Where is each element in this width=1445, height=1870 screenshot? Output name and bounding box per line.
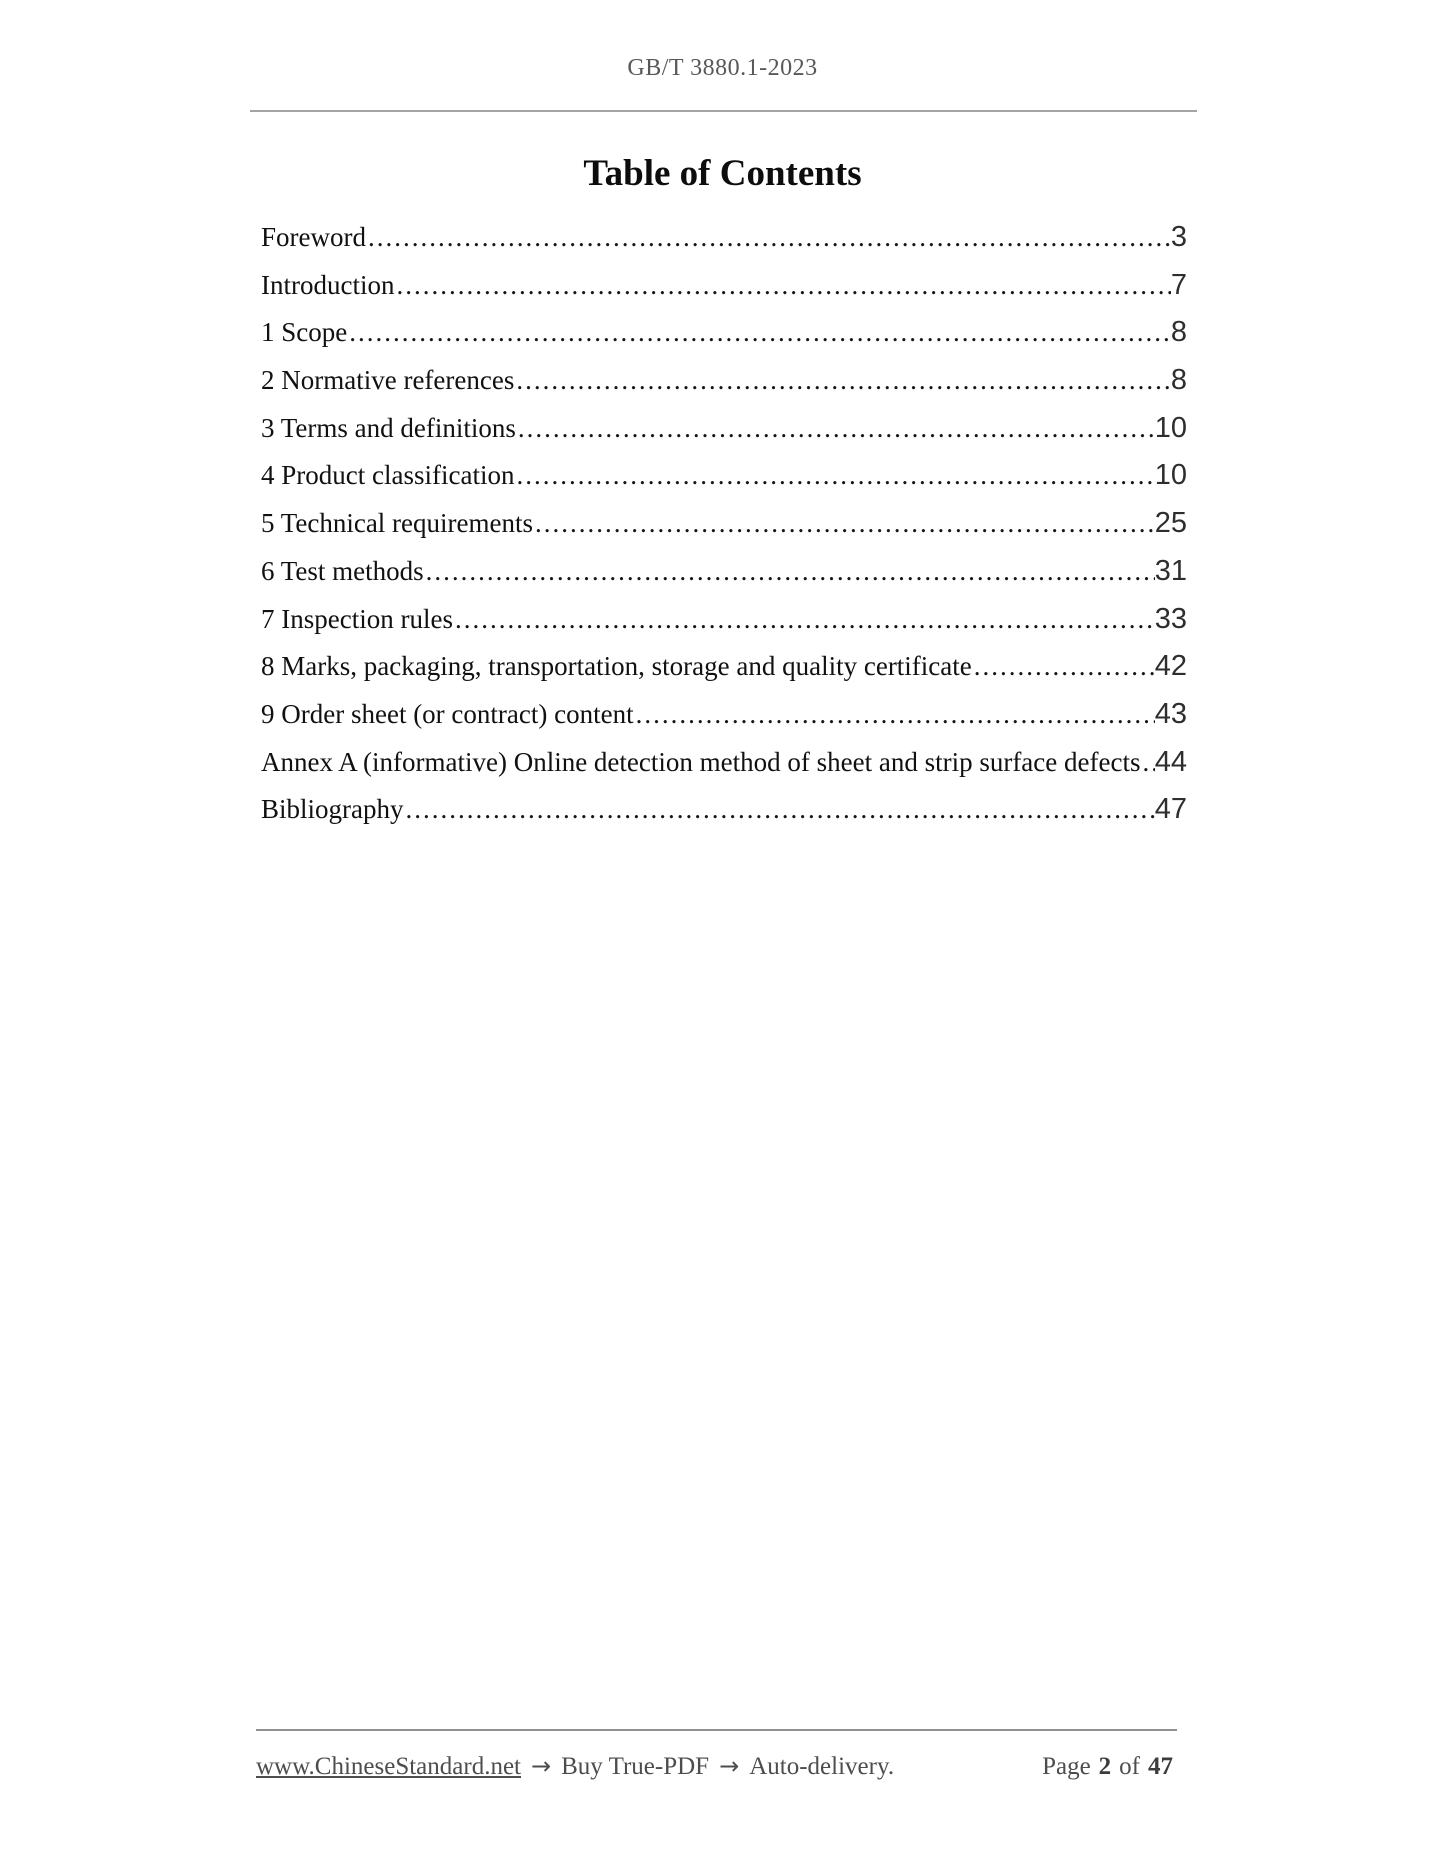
toc-leader-dots: [974, 643, 1155, 691]
toc-entry-row: [261, 405, 1187, 453]
footer-buy-text: Buy True-PDF: [561, 1753, 710, 1780]
toc-leader-dots: [516, 452, 1154, 500]
toc-entry-label: Bibliography: [261, 794, 404, 825]
toc-leader-dots: [516, 357, 1170, 405]
toc-entry-page: 33: [1154, 602, 1187, 635]
toc-entry-page: 8: [1170, 316, 1187, 349]
toc-leader-dots: [535, 500, 1155, 548]
toc-leader-dots: [636, 691, 1155, 739]
toc-entry-page: 3: [1170, 221, 1187, 253]
arrow-icon: →: [719, 1752, 740, 1780]
toc-entry-label: 3 Terms and definitions: [261, 412, 516, 443]
toc-entry-row: [261, 214, 1187, 262]
toc-leader-dots: [396, 262, 1170, 310]
toc-entry-page: 42: [1154, 650, 1187, 683]
toc-entry-row: [261, 500, 1187, 548]
footer-divider: [256, 1729, 1177, 1731]
toc-entry-page: 7: [1170, 268, 1187, 301]
toc-entry-page: 8: [1170, 364, 1187, 397]
toc-entry-page: 10: [1154, 459, 1187, 492]
toc-entry-row: [261, 357, 1187, 405]
toc-entry-label: Annex A (informative) Online detection method of sheet and strip surface defects: [261, 746, 1141, 777]
standard-code: GB/T 3880.1-2023: [627, 55, 818, 81]
toc-leader-dots: [368, 214, 1171, 262]
toc-entry-row: [261, 309, 1187, 357]
toc-entry-label: 2 Normative references: [261, 365, 515, 396]
toc-entry-row: [261, 643, 1187, 691]
toc-entry-label: 7 Inspection rules: [261, 603, 453, 634]
footer-page-indicator: [1038, 1753, 1177, 1781]
toc-entry-page: 43: [1154, 697, 1187, 730]
toc-entry-label: Foreword: [261, 222, 366, 252]
footer: [256, 1752, 1177, 1781]
footer-of-label: of: [1119, 1753, 1140, 1780]
toc-entry-label: 1 Scope: [261, 317, 348, 348]
toc-list: [261, 214, 1187, 834]
toc-entry-row: [261, 596, 1187, 644]
toc-entry-label: 8 Marks, packaging, transportation, storage and quality certificate: [261, 651, 972, 682]
page-title: Table of Contents: [583, 153, 862, 194]
toc-entry-row: [261, 691, 1187, 739]
toc-leader-dots: [349, 309, 1171, 357]
footer-left: [256, 1752, 894, 1781]
footer-page-current: 2: [1098, 1753, 1112, 1780]
website-link[interactable]: www.ChineseStandard.net: [256, 1753, 521, 1780]
footer-delivery-text: Auto-delivery.: [749, 1753, 895, 1780]
toc-entry-page: 25: [1154, 507, 1187, 540]
toc-entry-label: 9 Order sheet (or contract) content: [261, 698, 634, 729]
toc-leader-dots: [406, 786, 1155, 834]
toc-entry-page: 44: [1154, 745, 1187, 778]
toc-entry-page: 31: [1154, 554, 1187, 587]
toc-entry-label: 6 Test methods: [261, 555, 424, 586]
toc-leader-dots: [455, 596, 1155, 644]
toc-entry-page: 47: [1154, 793, 1187, 826]
toc-entry-label: 5 Technical requirements: [261, 508, 534, 539]
toc-entry-row: [261, 262, 1187, 310]
toc-leader-dots: [426, 548, 1155, 596]
toc-entry-page: 10: [1154, 411, 1187, 444]
arrow-icon: →: [531, 1752, 552, 1780]
toc-entry-label: Introduction: [261, 269, 395, 300]
toc-leader-dots: [518, 405, 1155, 453]
toc-entry-row: [261, 452, 1187, 500]
toc-entry-row: [261, 786, 1187, 834]
toc-leader-dots: [1142, 739, 1154, 787]
header-divider: [250, 110, 1197, 112]
footer-page-total: 47: [1148, 1753, 1173, 1780]
footer-page-label: Page: [1042, 1753, 1091, 1780]
toc-entry-row: [261, 548, 1187, 596]
toc-entry-label: 4 Product classification: [261, 460, 515, 491]
toc-entry-row: [261, 739, 1187, 787]
